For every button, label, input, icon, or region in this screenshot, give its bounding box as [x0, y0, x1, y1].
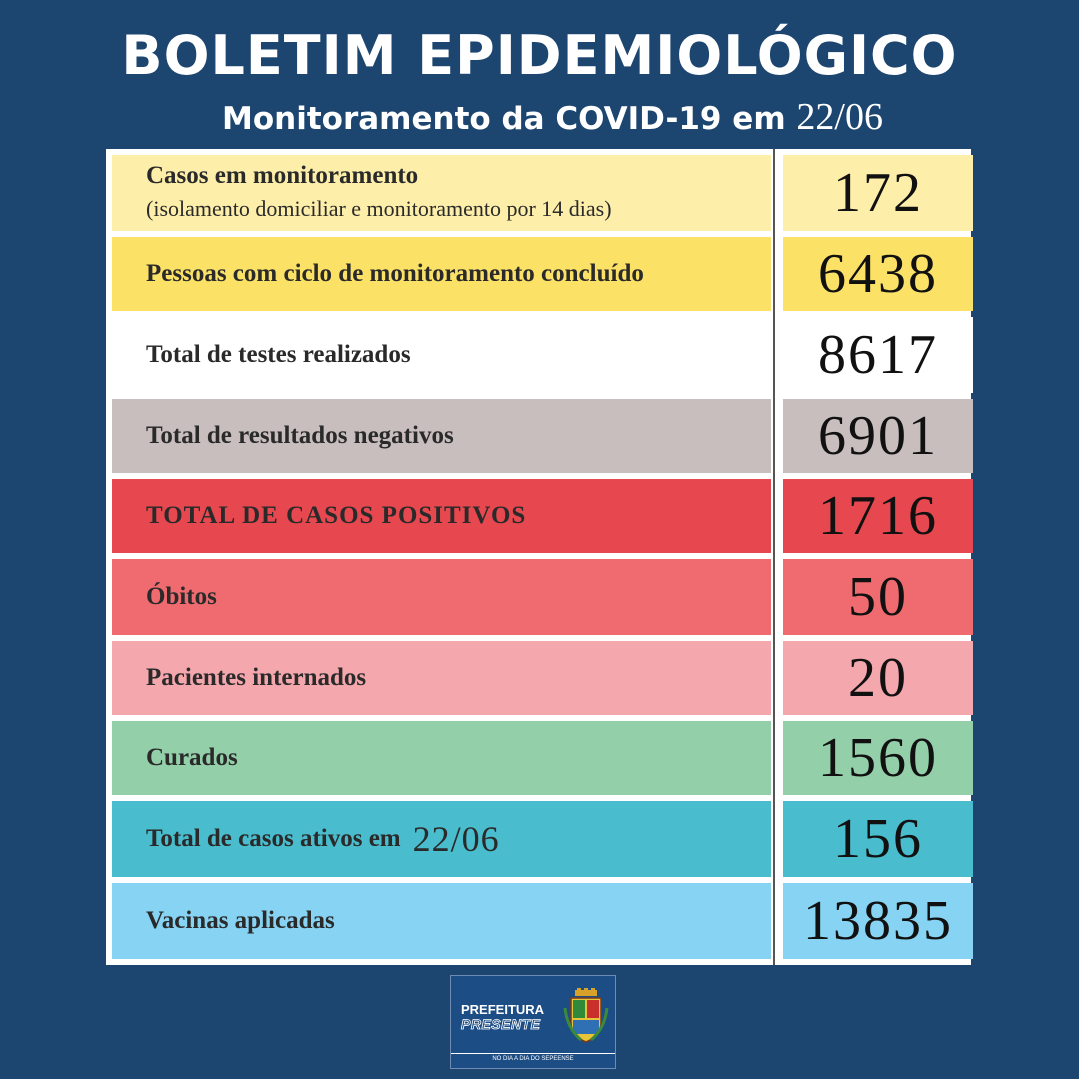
row-pacientes-internados — [112, 641, 965, 715]
row-label: Curados — [112, 721, 771, 795]
row-label: Óbitos — [112, 559, 771, 635]
row-value: 8617 — [783, 317, 973, 393]
row-casos-ativos — [112, 801, 965, 877]
statistics-table — [106, 149, 971, 965]
row-testes-realizados — [112, 317, 965, 393]
row-sublabel: (isolamento domiciliar e monitoramento por 14 dias) — [146, 196, 612, 221]
row-casos-positivos — [112, 479, 965, 553]
row-label: Vacinas aplicadas — [112, 883, 771, 959]
row-label: Total de resultados negativos — [112, 399, 771, 473]
row-label — [112, 801, 771, 877]
row-vacinas-aplicadas — [112, 883, 965, 959]
row-casos-monitoramento — [112, 155, 965, 231]
prefeitura-logo — [450, 975, 616, 1069]
row-value: 172 — [783, 155, 973, 231]
row-value: 156 — [783, 801, 973, 877]
row-label-text: Casos em monitoramento — [146, 162, 419, 189]
logo-tagline: NO DIA A DIA DO SEPEENSE — [451, 1053, 615, 1062]
row-ciclo-concluido — [112, 237, 965, 311]
row-value: 50 — [783, 559, 973, 635]
row-value: 13835 — [783, 883, 973, 959]
city-crest-icon — [563, 988, 609, 1046]
subtitle-text: Monitoramento da COVID-19 em — [222, 101, 786, 137]
row-value: 6438 — [783, 237, 973, 311]
row-label-date: 22/06 — [412, 819, 500, 859]
row-value: 20 — [783, 641, 973, 715]
row-label: TOTAL DE CASOS POSITIVOS — [112, 479, 771, 553]
bulletin-subtitle — [0, 94, 1079, 142]
row-value: 1716 — [783, 479, 973, 553]
row-value: 1560 — [783, 721, 973, 795]
row-label: Total de testes realizados — [112, 317, 771, 393]
row-label: Pessoas com ciclo de monitoramento concluído — [112, 237, 771, 311]
subtitle-date: 22/06 — [796, 96, 883, 138]
logo-line2: PRESENTE — [461, 1016, 541, 1032]
logo-line1: PREFEITURA — [461, 1002, 545, 1017]
row-resultados-negativos — [112, 399, 965, 473]
row-label-text: Total de casos ativos em — [146, 825, 401, 852]
row-label: Pacientes internados — [112, 641, 771, 715]
row-curados — [112, 721, 965, 795]
column-divider — [773, 149, 775, 965]
bulletin-title: BOLETIM EPIDEMIOLÓGICO — [121, 24, 958, 87]
row-obitos — [112, 559, 965, 635]
row-label — [112, 155, 771, 231]
row-value: 6901 — [783, 399, 973, 473]
